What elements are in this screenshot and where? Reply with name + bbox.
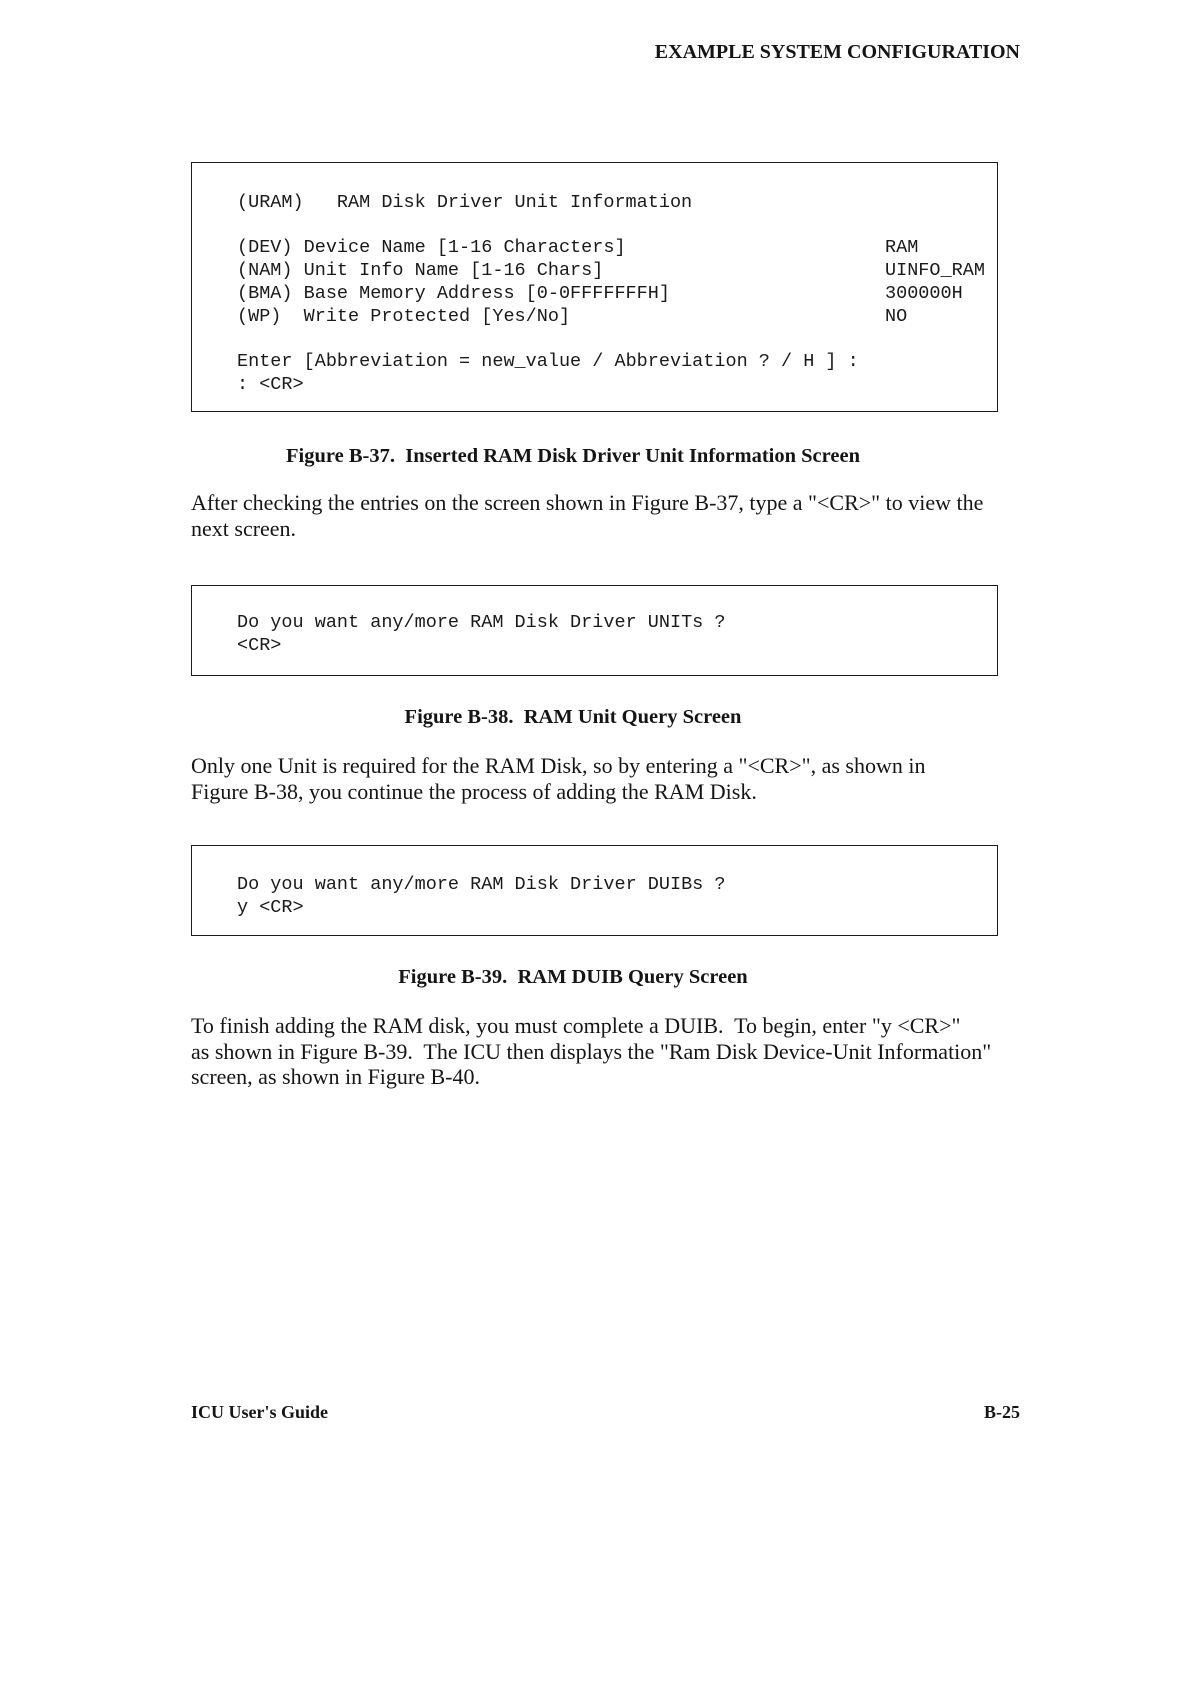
screen-title-line: [237, 191, 993, 214]
field-value: 300000H: [885, 283, 963, 304]
screen-title: RAM Disk Driver Unit Information: [336, 192, 693, 213]
paragraph-line: screen, as shown in Figure B-40.: [191, 1064, 481, 1089]
paragraph-line: as shown in Figure B-39. The ICU then displays the "Ram Disk Device-Unit Information": [191, 1038, 992, 1064]
query-input: y <CR>: [237, 897, 304, 918]
entry-prompt: Enter [Abbreviation = new_value / Abbreviation ? / H ] :: [237, 351, 859, 372]
entry-input: : <CR>: [237, 374, 304, 395]
figure-caption-b37: Figure B-37. Inserted RAM Disk Driver Unit Information Screen: [286, 445, 860, 467]
query-input: <CR>: [237, 635, 282, 656]
paragraph-line: Only one Unit is required for the RAM Disk, so by entering a "<CR>", as shown in: [191, 753, 926, 778]
field-row-bma: [237, 282, 993, 305]
paragraph-line: Figure B-38, you continue the process of adding the RAM Disk.: [191, 778, 757, 804]
field-value: UINFO_RAM: [885, 260, 985, 281]
field-label: Device Name [1-16 Characters]: [303, 237, 626, 258]
paragraph-1: [191, 490, 983, 541]
footer-page-number: B-25: [984, 1402, 1020, 1422]
field-row-dev: [237, 236, 993, 259]
paragraph-3: [191, 1013, 991, 1090]
paragraph-line: To finish adding the RAM disk, you must complete a DUIB. To begin, enter "y <CR>": [191, 1013, 961, 1038]
running-header: EXAMPLE SYSTEM CONFIGURATION: [654, 41, 1020, 63]
field-row-wp: [237, 305, 993, 328]
field-abbreviation: (BMA): [237, 283, 293, 304]
paragraph-line: next screen.: [191, 515, 297, 541]
paragraph-line: After checking the entries on the screen shown in Figure B-37, type a "<CR>" to view the: [191, 490, 984, 515]
query-prompt: Do you want any/more RAM Disk Driver UNITs ?: [237, 612, 726, 633]
figure-caption-b39: Figure B-39. RAM DUIB Query Screen: [398, 966, 748, 988]
field-value: RAM: [885, 237, 919, 258]
screen-title-abbreviation: (URAM): [237, 192, 304, 213]
query-prompt: Do you want any/more RAM Disk Driver DUIBs ?: [237, 874, 726, 895]
footer-guide-title: ICU User's Guide: [191, 1402, 329, 1422]
unit-query-screen: [191, 585, 998, 676]
field-abbreviation: (NAM): [237, 260, 293, 281]
field-label: Write Protected [Yes/No]: [303, 306, 571, 327]
unit-information-screen: [191, 162, 998, 412]
paragraph-2: [191, 753, 925, 804]
field-value: NO: [885, 306, 908, 327]
figure-caption-b38: Figure B-38. RAM Unit Query Screen: [404, 706, 742, 728]
field-label: Unit Info Name [1-16 Chars]: [303, 260, 604, 281]
duib-query-screen: [191, 845, 998, 936]
field-label: Base Memory Address [0-0FFFFFFFH]: [303, 283, 670, 304]
field-abbreviation: (DEV): [237, 237, 293, 258]
field-row-nam: [237, 259, 993, 282]
field-abbreviation: (WP): [237, 306, 282, 327]
